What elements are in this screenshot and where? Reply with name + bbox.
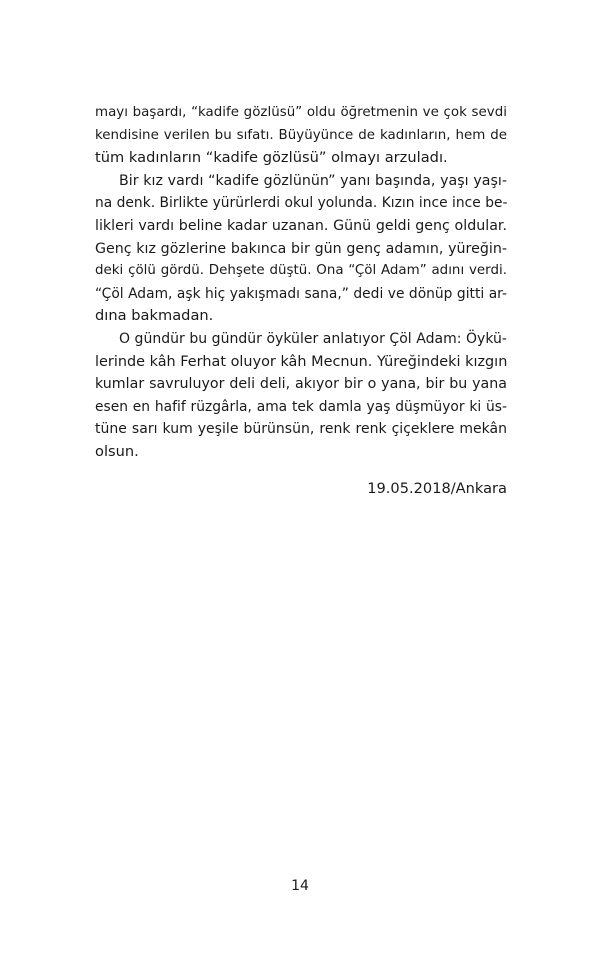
paragraph-1-line-2: kendisine verilen bu sıfatı. Büyüyünce de kadınların, hem de — [95, 127, 507, 143]
paragraph-3-line-5: tüne sarı kum yeşile bürünsün, renk renk çiçeklere mekân — [95, 421, 507, 438]
page-number: 14 — [291, 878, 309, 894]
paragraph-2-line-4: Genç kız gözlerine bakınca bir gün genç adamın, yüreğin- — [95, 240, 507, 257]
paragraph-3-line-6: olsun. — [95, 442, 139, 460]
paragraph-2-line-7: dına bakmadan. — [95, 307, 214, 325]
paragraph-1-line-3: tüm kadınların “kadife gözlüsü” olmayı arzuladı. — [95, 149, 448, 167]
paragraph-2-line-6: “Çöl Adam, aşk hiç yakışmadı sana,” dedi ve dönüp gitti ar- — [95, 285, 507, 302]
paragraph-2-line-3: likleri vardı beline kadar uzanan. Günü geldi genç oldular. — [95, 217, 507, 234]
body-text — [95, 102, 507, 464]
paragraph-2-line-2: na denk. Birlikte yürürlerdi okul yolunda. Kızın ince ince be- — [95, 195, 508, 212]
paragraph-2-line-5: deki çölü gördü. Dehşete düştü. Ona “Çöl Adam” adını verdi. — [95, 263, 507, 279]
paragraph-2-line-1: Bir kız vardı “kadife gözlünün” yanı başında, yaşı yaşı- — [119, 172, 507, 189]
paragraph-3-line-4: esen en hafif rüzgârla, ama tek damla yaş düşmüyor ki üs- — [95, 398, 507, 415]
paragraph-3-line-1: O gündür bu gündür öyküler anlatıyor Çöl Adam: Öykü- — [119, 330, 507, 347]
paragraph-3-line-3: kumlar savruluyor deli deli, akıyor bir o yana, bir bu yana — [95, 376, 507, 393]
paragraph-3-line-2: lerinde kâh Ferhat oluyor kâh Mecnun. Yüreğindeki kızgın — [95, 353, 508, 370]
paragraph-1-line-1: mayı başardı, “kadife gözlüsü” oldu öğretmenin ve çok sevdi — [95, 105, 507, 120]
date-location-line: 19.05.2018/Ankara — [367, 480, 507, 497]
